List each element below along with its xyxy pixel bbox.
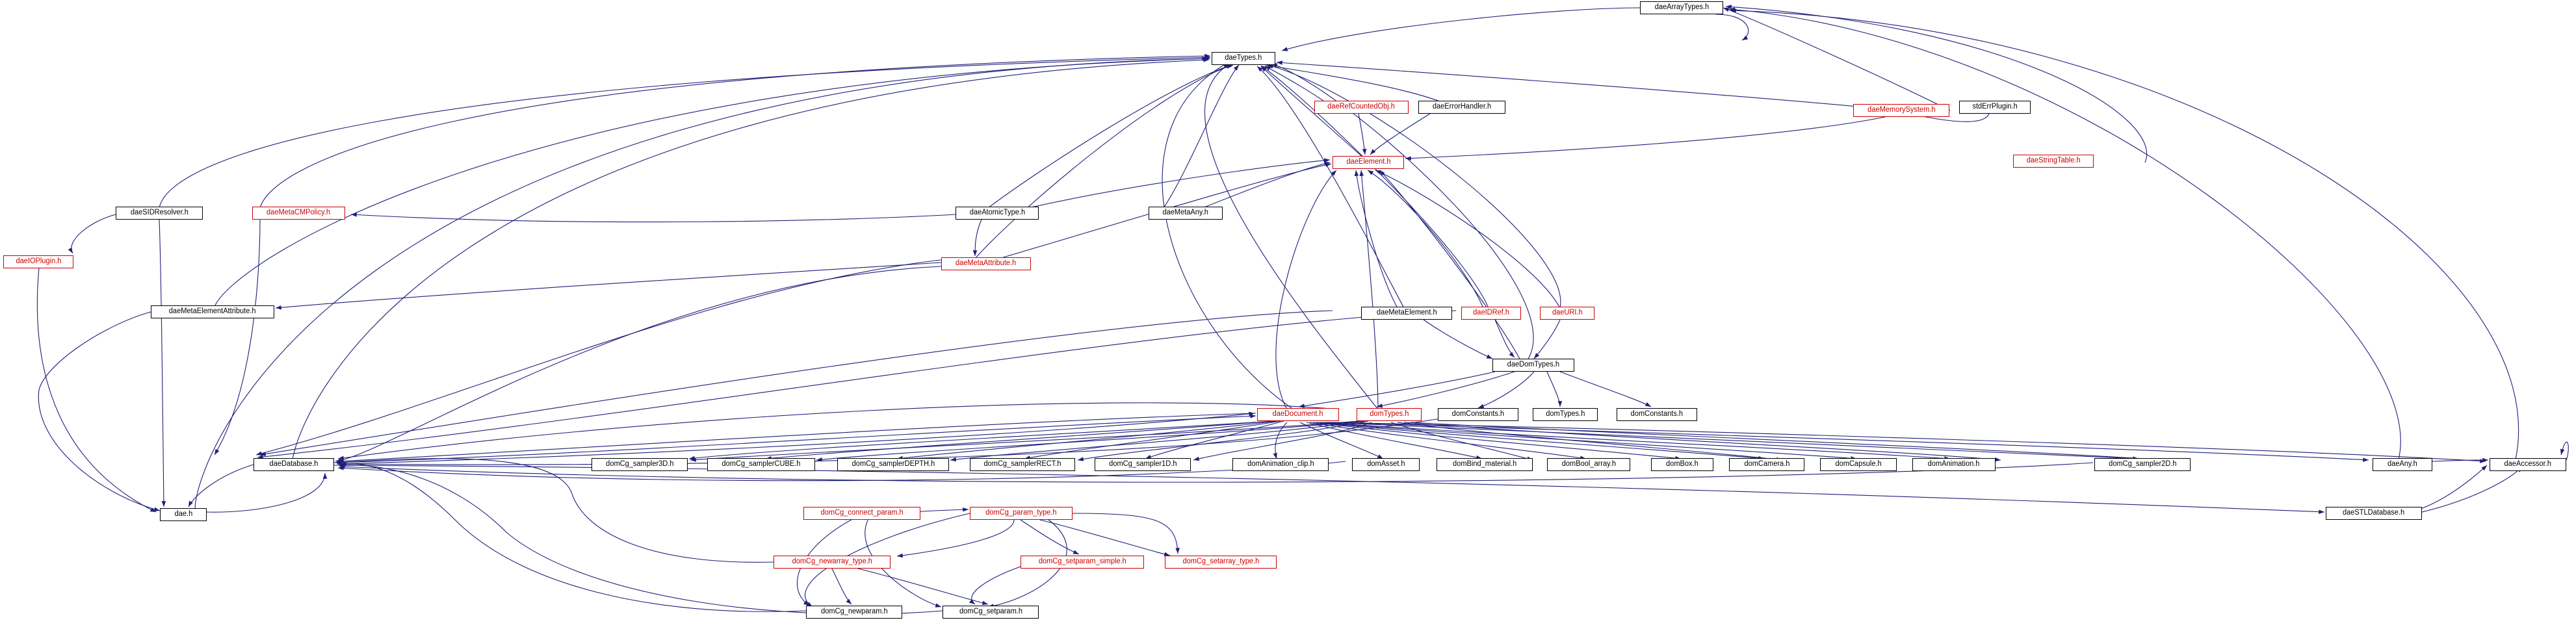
node-label: daeAccessor.h: [2504, 460, 2552, 469]
node-label: daeAtomicType.h: [969, 209, 1025, 217]
node-label: daeTypes.h: [1225, 54, 1262, 62]
node-label: daeMetaElementAttribute.h: [169, 307, 256, 316]
node-domCg_samplerRECT[interactable]: [970, 458, 1075, 471]
node-domCg_newparam[interactable]: [806, 606, 902, 619]
node-domCg_setparam_simple[interactable]: [1021, 556, 1144, 569]
node-label: daeAny.h: [2387, 460, 2417, 469]
node-label: daeStringTable.h: [2026, 157, 2081, 165]
node-label: stdErrPlugin.h: [1972, 103, 2018, 111]
node-daeMemorySystem[interactable]: [1853, 104, 1949, 117]
node-daeDocument[interactable]: [1257, 408, 1339, 421]
node-label: domCg_samplerDEPTH.h: [852, 460, 935, 469]
node-daeAtomicType[interactable]: [956, 207, 1039, 220]
node-domAsset[interactable]: [1352, 458, 1420, 471]
node-daeAccessor[interactable]: [2490, 458, 2566, 471]
node-label: domCamera.h: [1744, 460, 1789, 469]
node-label: domAsset.h: [1366, 460, 1405, 469]
node-daeArrayTypes[interactable]: [1640, 1, 1723, 14]
node-label: domCg_samplerRECT.h: [983, 460, 1061, 469]
node-label: domCg_setarray_type.h: [1182, 558, 1259, 566]
node-daeMetaAttribute[interactable]: [941, 257, 1031, 270]
node-domConstants-1[interactable]: [1438, 408, 1518, 421]
node-domCg_sampler2D[interactable]: [2094, 458, 2191, 471]
node-stdErrPlugin[interactable]: [1959, 101, 2031, 114]
node-label: domAnimation.h: [1928, 460, 1980, 469]
node-label: daeMetaAttribute.h: [956, 259, 1017, 268]
node-label: daeMetaCMPolicy.h: [267, 209, 331, 217]
node-domAnimation_clip[interactable]: [1232, 458, 1329, 471]
node-label: domCg_newparam.h: [820, 608, 888, 616]
node-label: domCg_sampler3D.h: [605, 460, 674, 469]
node-label: domCg_param_type.h: [985, 509, 1057, 517]
node-daeMetaCMPolicy[interactable]: [252, 207, 345, 220]
node-label: daeMetaElement.h: [1376, 309, 1437, 317]
node-daeDatabase[interactable]: [254, 458, 334, 471]
node-label: daeArrayTypes.h: [1654, 3, 1709, 12]
node-domConstants-2[interactable]: [1617, 408, 1697, 421]
node-daeIDRef[interactable]: [1461, 307, 1521, 320]
node-label: daeRefCountedObj.h: [1327, 103, 1396, 111]
node-domCg_newarray_type[interactable]: [774, 556, 891, 569]
node-daeStringTable[interactable]: [2013, 155, 2094, 168]
node-domCg_sampler3D[interactable]: [592, 458, 688, 471]
node-label: domBind_material.h: [1452, 460, 1517, 469]
node-daeAny[interactable]: [2373, 458, 2432, 471]
node-dae[interactable]: [160, 508, 207, 521]
node-domAnimation[interactable]: [1912, 458, 1996, 471]
node-label: domCg_setparam_simple.h: [1038, 558, 1126, 566]
node-daeDomTypes[interactable]: [1492, 359, 1574, 372]
node-daeTypes[interactable]: [1212, 52, 1275, 65]
node-label: daeURI.h: [1552, 309, 1583, 317]
node-label: domAnimation_clip.h: [1247, 460, 1314, 469]
node-domCg_samplerCUBE[interactable]: [707, 458, 815, 471]
node-daeElement[interactable]: [1333, 156, 1404, 169]
node-label: daeDocument.h: [1273, 410, 1323, 418]
node-label: dae.h: [174, 510, 192, 519]
node-daeErrorHandler[interactable]: [1418, 101, 1505, 114]
node-daeSIDResolver[interactable]: [116, 207, 203, 220]
node-domCapsule[interactable]: [1820, 458, 1897, 471]
node-label: domCg_samplerCUBE.h: [722, 460, 801, 469]
node-label: daeIDRef.h: [1473, 309, 1509, 317]
node-label: domBox.h: [1666, 460, 1698, 469]
node-label: daeSIDResolver.h: [130, 209, 189, 217]
node-domBox[interactable]: [1651, 458, 1713, 471]
node-domTypes-2[interactable]: [1533, 408, 1598, 421]
node-label: daeSTLDatabase.h: [2343, 509, 2405, 517]
node-daeMetaElement[interactable]: [1361, 307, 1452, 320]
node-daeURI[interactable]: [1540, 307, 1594, 320]
node-label: domCapsule.h: [1835, 460, 1882, 469]
node-label: daeElement.h: [1346, 158, 1391, 166]
node-domCg_samplerDEPTH[interactable]: [837, 458, 949, 471]
node-label: domCg_connect_param.h: [820, 509, 904, 517]
node-label: daeIOPlugin.h: [16, 257, 61, 266]
node-label: daeDatabase.h: [269, 460, 319, 469]
node-domBool_array[interactable]: [1547, 458, 1630, 471]
node-daeMetaAny[interactable]: [1149, 207, 1223, 220]
node-label: daeMetaAny.h: [1162, 209, 1209, 217]
node-label: domCg_sampler1D.h: [1108, 460, 1177, 469]
node-domCg_setarray_type[interactable]: [1165, 556, 1277, 569]
node-daeIOPlugin[interactable]: [3, 255, 73, 268]
node-label: domCg_newarray_type.h: [792, 558, 872, 566]
node-label: domConstants.h: [1451, 410, 1505, 418]
node-label: domCg_sampler2D.h: [2108, 460, 2177, 469]
node-domCg_param_type[interactable]: [970, 507, 1073, 520]
node-domBind_material[interactable]: [1437, 458, 1533, 471]
node-label: domTypes.h: [1545, 410, 1585, 418]
node-label: domBool_array.h: [1561, 460, 1616, 469]
node-label: daeDomTypes.h: [1507, 361, 1560, 369]
node-label: daeErrorHandler.h: [1432, 103, 1492, 111]
node-daeMetaElementAttribute[interactable]: [151, 305, 274, 318]
node-label: domCg_setparam.h: [959, 608, 1022, 616]
node-domCg_connect_param[interactable]: [803, 507, 920, 520]
node-domCamera[interactable]: [1729, 458, 1804, 471]
node-label: daeMemorySystem.h: [1867, 106, 1936, 114]
node-domTypes[interactable]: [1357, 408, 1422, 421]
node-label: domConstants.h: [1630, 410, 1684, 418]
node-daeRefCountedObj[interactable]: [1314, 101, 1409, 114]
node-domCg_sampler1D[interactable]: [1095, 458, 1191, 471]
node-daeSTLDatabase[interactable]: [2326, 507, 2422, 520]
node-domCg_setparam[interactable]: [943, 606, 1039, 619]
node-label: domTypes.h: [1369, 410, 1409, 418]
